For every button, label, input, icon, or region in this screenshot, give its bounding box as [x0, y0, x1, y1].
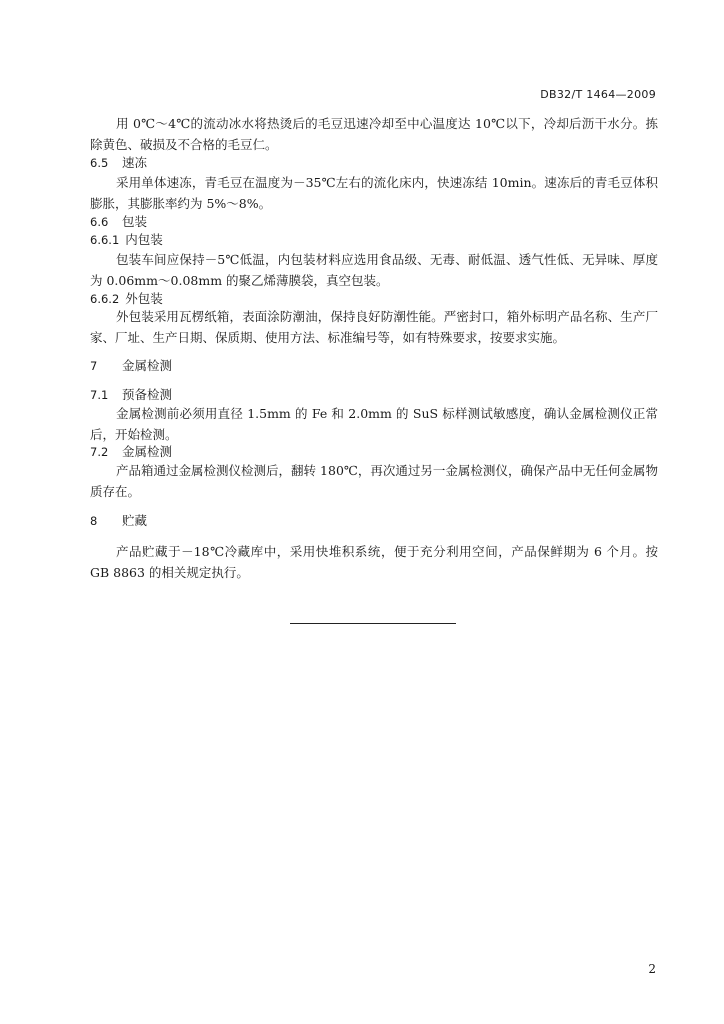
section-number: 6.6.2: [90, 292, 120, 306]
section-title: 金属检测: [122, 444, 173, 459]
section-title: 贮藏: [122, 513, 148, 528]
section-number: 7: [90, 359, 98, 373]
paragraph-8: 产品贮藏于－18℃冷藏库中，采用快堆积系统，便于充分利用空间，产品保鲜期为 6 个月。按 GB 8863 的相关规定执行。: [90, 544, 658, 580]
section-number: 6.6.1: [90, 233, 120, 247]
paragraph-6-6-2: 外包装采用瓦楞纸箱，表面涂防潮油，保持良好防潮性能。严密封口，箱外标明产品名称、生产厂家、厂址、生产日期、保质期、使用方法、标准编号等，如有特殊要求，按要求实施。: [90, 309, 658, 345]
section-heading-6-6-1: [90, 231, 163, 249]
section-heading-8: [90, 512, 147, 530]
section-title: 金属检测: [122, 358, 173, 373]
paragraph-6-5: 采用单体速冻，青毛豆在温度为－35℃左右的流化床内，快速冻结 10min。速冻后的青毛豆体积膨胀，其膨胀率约为 5%～8%。: [90, 175, 658, 211]
end-of-document-rule: [290, 623, 456, 624]
section-number: 7.1: [90, 388, 109, 402]
section-number: 6.5: [90, 156, 109, 170]
section-title: 内包装: [125, 232, 163, 247]
section-title: 预备检测: [122, 387, 173, 402]
page-number: 2: [648, 962, 656, 976]
section-heading-6-5: [90, 154, 147, 172]
section-title: 速冻: [122, 155, 148, 170]
section-number: 6.6: [90, 215, 109, 229]
paragraph-cooling: 用 0℃～4℃的流动冰水将热烫后的毛豆迅速冷却至中心温度达 10℃以下，冷却后沥干水分。拣除黄色、破损及不合格的毛豆仁。: [90, 116, 658, 152]
section-number: 8: [90, 514, 98, 528]
section-title: 包装: [122, 214, 148, 229]
paragraph-7-2: 产品箱通过金属检测仪检测后，翻转 180℃，再次通过另一金属检测仪，确保产品中无任何金属物质存在。: [90, 463, 658, 499]
section-heading-7: [90, 357, 172, 375]
section-heading-7-1: [90, 386, 172, 404]
paragraph-6-6-1: 包装车间应保持－5℃低温，内包装材料应选用食品级、无毒、耐低温、透气性低、无异味、厚度为 0.06mm～0.08mm 的聚乙烯薄膜袋，真空包装。: [90, 252, 658, 288]
section-heading-7-2: [90, 443, 172, 461]
section-title: 外包装: [125, 291, 163, 306]
document-code: DB32/T 1464—2009: [540, 88, 656, 101]
section-number: 7.2: [90, 445, 109, 459]
section-heading-6-6: [90, 213, 147, 231]
paragraph-7-1: 金属检测前必须用直径 1.5mm 的 Fe 和 2.0mm 的 SuS 标样测试敏感度，确认金属检测仪正常后，开始检测。: [90, 406, 658, 442]
